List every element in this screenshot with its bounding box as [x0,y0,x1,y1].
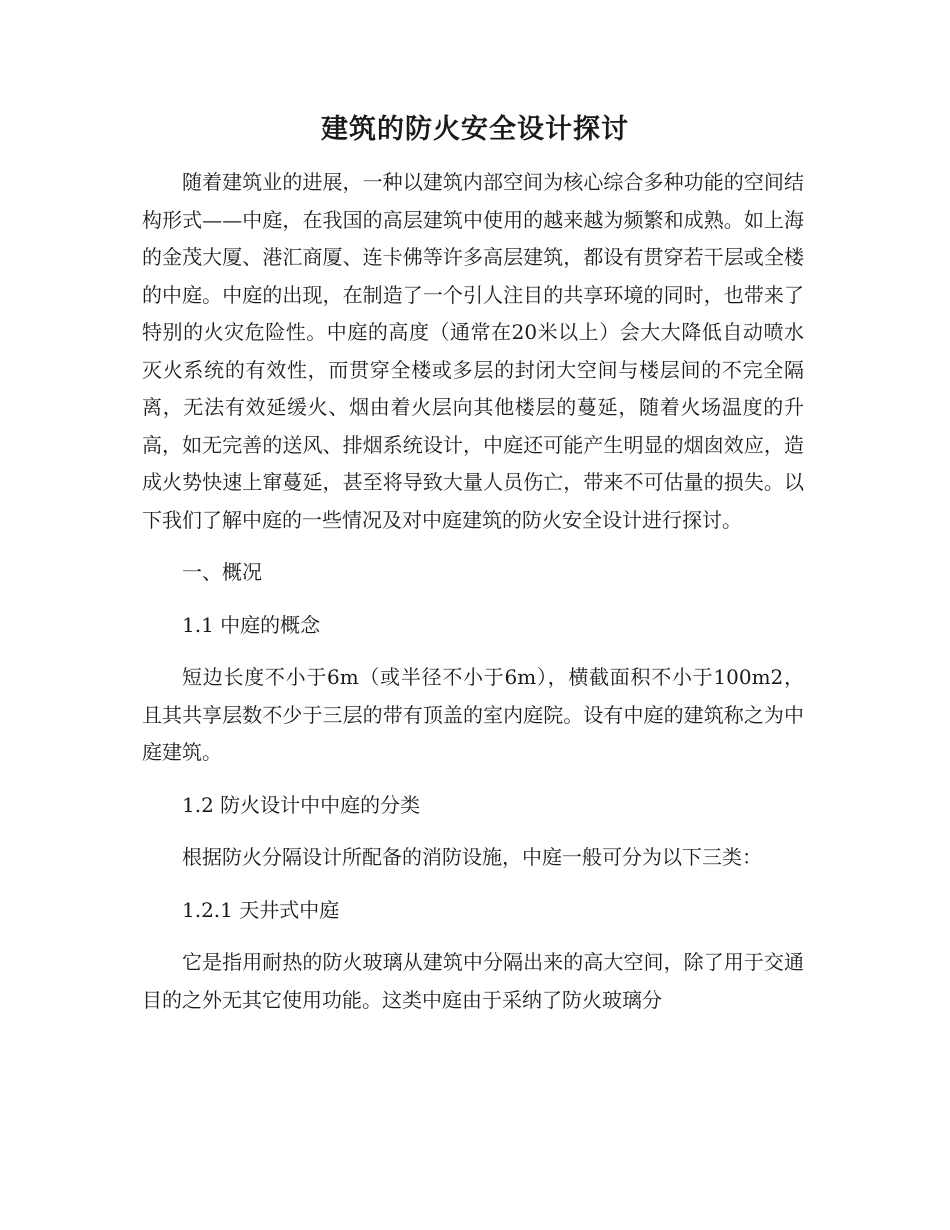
atrium-concept-paragraph: 短边长度不小于6m（或半径不小于6m），横截面积不小于100m2，且其共享层数不少于三层的带有顶盖的室内庭院。设有中庭的建筑称之为中庭建筑。 [142,665,804,764]
subsection-heading-atrium-classification: 1.2 防火设计中中庭的分类 [182,792,421,817]
document-body [142,164,804,1019]
classification-paragraph: 根据防火分隔设计所配备的消防设施，中庭一般可分为以下三类： [182,845,762,869]
section-heading-overview: 一、概况 [182,560,262,584]
courtyard-atrium-paragraph: 它是指用耐热的防火玻璃从建筑中分隔出来的高大空间，除了用于交通目的之外无其它使用功能。这类中庭由于采纳了防火玻璃分 [142,950,804,1012]
document-title: 建筑的防火安全设计探讨 [321,114,629,145]
intro-paragraph: 随着建筑业的进展，一种以建筑内部空间为核心综合多种功能的空间结构形式——中庭，在我国的高层建筑中使用的越来越为频繁和成熟。如上海的金茂大厦、港汇商厦、连卡佛等许多高层建筑，都设有贯穿若干层或全楼的中庭。中庭的出现，在制造了一个引人注目的共享环境的同时，也带来了特别的火灾危险性。中庭的高度（通常在20米以上）会大大降低自动喷水灭火系统的有效性，而贯穿全楼或多层的封闭大空间与楼层间的不完全隔离，无法有效延缓火、烟由着火层向其他楼层的蔓延，随着火场温度的升高，如无完善的送风、排烟系统设计，中庭还可能产生明显的烟囱效应，造成火势快速上窜蔓延，甚至将导致大量人员伤亡，带来不可估量的损失。以下我们了解中庭的一些情况及对中庭建筑的防火安全设计进行探讨。 [142,170,804,532]
subsection-heading-courtyard-atrium: 1.2.1 天井式中庭 [182,897,340,922]
subsection-heading-atrium-concept: 1.1 中庭的概念 [182,612,321,637]
